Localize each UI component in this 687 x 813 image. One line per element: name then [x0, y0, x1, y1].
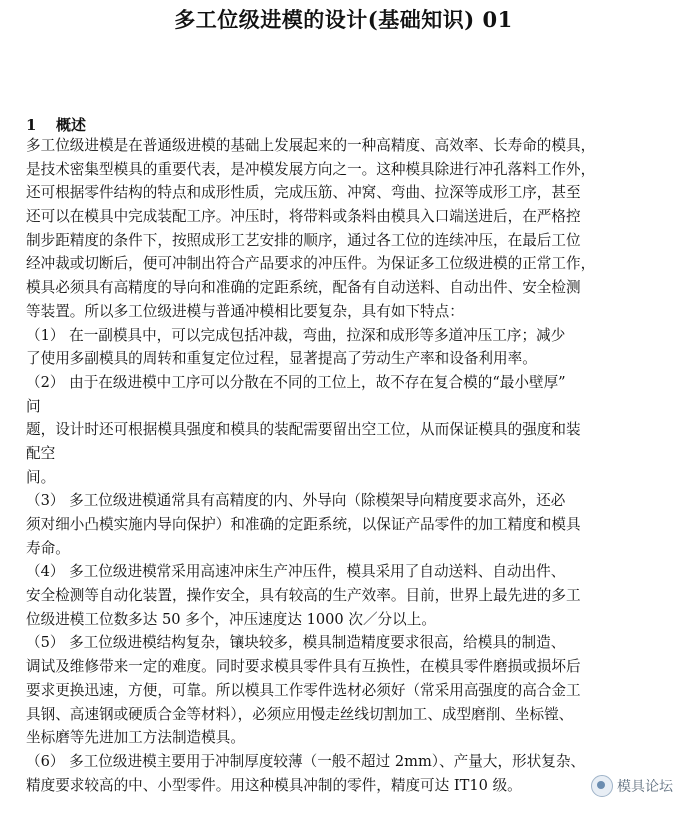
text-line: 了使用多副模具的周转和重复定位过程，显著提高了劳动生产率和设备利用率。 — [26, 350, 537, 368]
text-line: 题，设计时还可根据模具强度和模具的装配需要留出空工位，从而保证模具的强度和装 — [26, 421, 581, 439]
text-line: 多工位级进模是在普通级进模的基础上发展起来的一种高精度、高效率、长寿命的模具， — [26, 137, 596, 154]
text-line: 制步距精度的条件下，按照成形工艺安排的顺序，通过各工位的连续冲压，在最后工位 — [26, 231, 581, 249]
text-line: 问 — [26, 397, 41, 415]
text-line: 是技术密集型模具的重要代表，是冲模发展方向之一。这种模具除进行冲孔落料工作外， — [26, 160, 596, 178]
text-line: 调试及维修带来一定的难度。同时要求模具零件具有互换性，在模具零件磨损或损坏后 — [26, 658, 581, 676]
text-line: 寿命。 — [26, 539, 70, 557]
watermark — [585, 773, 679, 799]
text-line: 坐标磨等先进加工方法制造模具。 — [26, 729, 245, 747]
section-heading — [26, 114, 86, 135]
forum-logo-icon — [591, 775, 613, 797]
watermark-text: 模具论坛 — [617, 779, 673, 795]
text-line: 经冲裁或切断后，便可冲制出符合产品要求的冲压件。为保证多工位级进模的正常工作， — [26, 255, 596, 273]
text-line: 模具必须具有高精度的导向和准确的定距系统，配备有自动送料、自动出件、安全检测 — [26, 279, 581, 297]
text-line: 要求更换迅速，方便，可靠。所以模具工作零件选材必须好（常采用高强度的高合金工 — [26, 681, 581, 699]
text-line: 等装置。所以多工位级进模与普通冲模相比要复杂，具有如下特点： — [26, 302, 464, 320]
text-line: 还可以在模具中完成装配工序。冲压时，将带料或条料由模具入口端送进后，在严格控 — [26, 208, 581, 226]
text-line: 安全检测等自动化装置，操作安全，具有较高的生产效率。目前，世界上最先进的多工 — [26, 587, 581, 605]
text-line: 精度要求较高的中、小型零件。用这种模具冲制的零件，精度可达 IT10 级。 — [26, 776, 522, 794]
section-heading-text: 概述 — [56, 116, 87, 134]
text-line: （3） 多工位级进模通常具有高精度的内、外导向（除模架导向精度要求高外，还必 — [26, 492, 566, 510]
text-line: 位级进模工位数多达 50 多个，冲压速度达 1000 次／分以上。 — [26, 610, 436, 628]
section-number: 1 — [26, 116, 37, 134]
body-text — [26, 134, 666, 797]
text-line: 须对细小凸模实施内导向保护）和准确的定距系统，以保证产品零件的加工精度和模具 — [26, 516, 581, 533]
text-line: 具钢、高速钢或硬质合金等材料），必须应用慢走丝线切割加工、成型磨削、坐标镗、 — [26, 705, 574, 723]
text-line: 间。 — [26, 468, 56, 486]
text-line: （6） 多工位级进模主要用于冲制厚度较薄（一般不超过 2mm）、产量大，形状复杂、 — [26, 752, 586, 770]
text-line: （4） 多工位级进模常采用高速冲床生产冲压件，模具采用了自动送料、自动出件、 — [26, 563, 566, 581]
text-line: （5） 多工位级进模结构复杂，镶块较多，模具制造精度要求很高，给模具的制造、 — [26, 634, 566, 652]
text-line: （1） 在一副模具中，可以完成包括冲裁，弯曲，拉深和成形等多道冲压工序；减少 — [26, 326, 566, 344]
text-line: 配空 — [26, 444, 56, 462]
text-line: （2） 由于在级进模中工序可以分散在不同的工位上，故不存在复合模的“最小壁厚” — [26, 373, 566, 391]
text-line: 还可根据零件结构的特点和成形性质，完成压筋、冲窝、弯曲、拉深等成形工序，甚至 — [26, 184, 581, 202]
document-title: 多工位级进模的设计(基础知识) 01 — [174, 7, 513, 32]
